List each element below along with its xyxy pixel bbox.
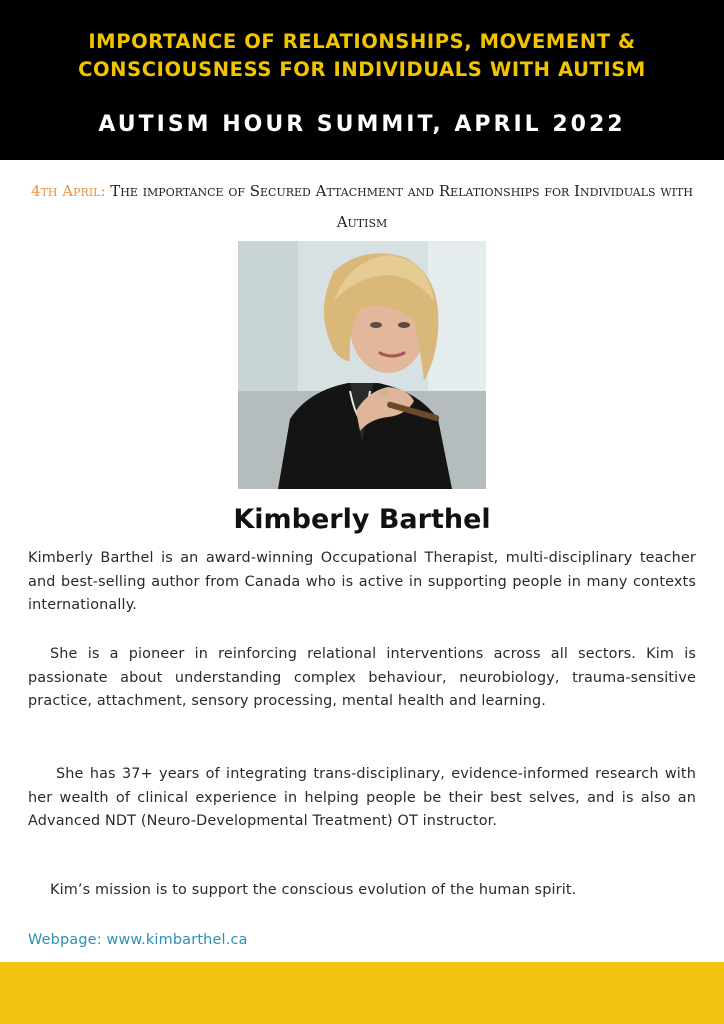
session-title: The importance of Secured Attachment and Relationships for Individuals with Autism — [110, 182, 693, 231]
speaker-photo — [238, 241, 486, 489]
bio-paragraph-3: She has 37+ years of integrating trans-disciplinary, evidence-informed research with her wealth of clinical experience in helping people be their best selves, and is also an Advanced NDT (Neuro-Developmental Treatment) OT instructor. — [28, 766, 696, 829]
webpage-link[interactable]: Webpage: www.kimbarthel.ca — [28, 932, 248, 948]
footer-bar — [0, 962, 724, 1024]
header-banner — [0, 0, 724, 160]
event-title-line-1: IMPORTANCE OF RELATIONSHIPS, MOVEMENT & — [88, 30, 636, 53]
bio-paragraph-1: Kimberly Barthel is an award-winning Occupational Therapist, multi-disciplinary teacher and best-selling author from Canada who is active in supporting people in many contexts internationally. — [28, 550, 696, 613]
event-title — [0, 28, 724, 84]
bio-paragraph-2: She is a pioneer in reinforcing relational interventions across all sectors. Kim is passionate about understanding complex behaviour, neurobiology, trauma-sensitive practice, attachment, sensory processing, mental health and learning. — [28, 646, 696, 709]
speaker-portrait-image — [238, 241, 486, 489]
event-subtitle: AUTISM HOUR SUMMIT, APRIL 2022 — [98, 112, 626, 137]
bio-paragraph-4: Kim’s mission is to support the conscious evolution of the human spirit. — [50, 882, 577, 898]
event-title-line-2: CONSCIOUSNESS FOR INDIVIDUALS WITH AUTISM — [78, 58, 646, 81]
session-date: 4th April: — [31, 182, 106, 200]
session-heading — [20, 176, 704, 238]
speaker-name: Kimberly Barthel — [233, 504, 491, 535]
